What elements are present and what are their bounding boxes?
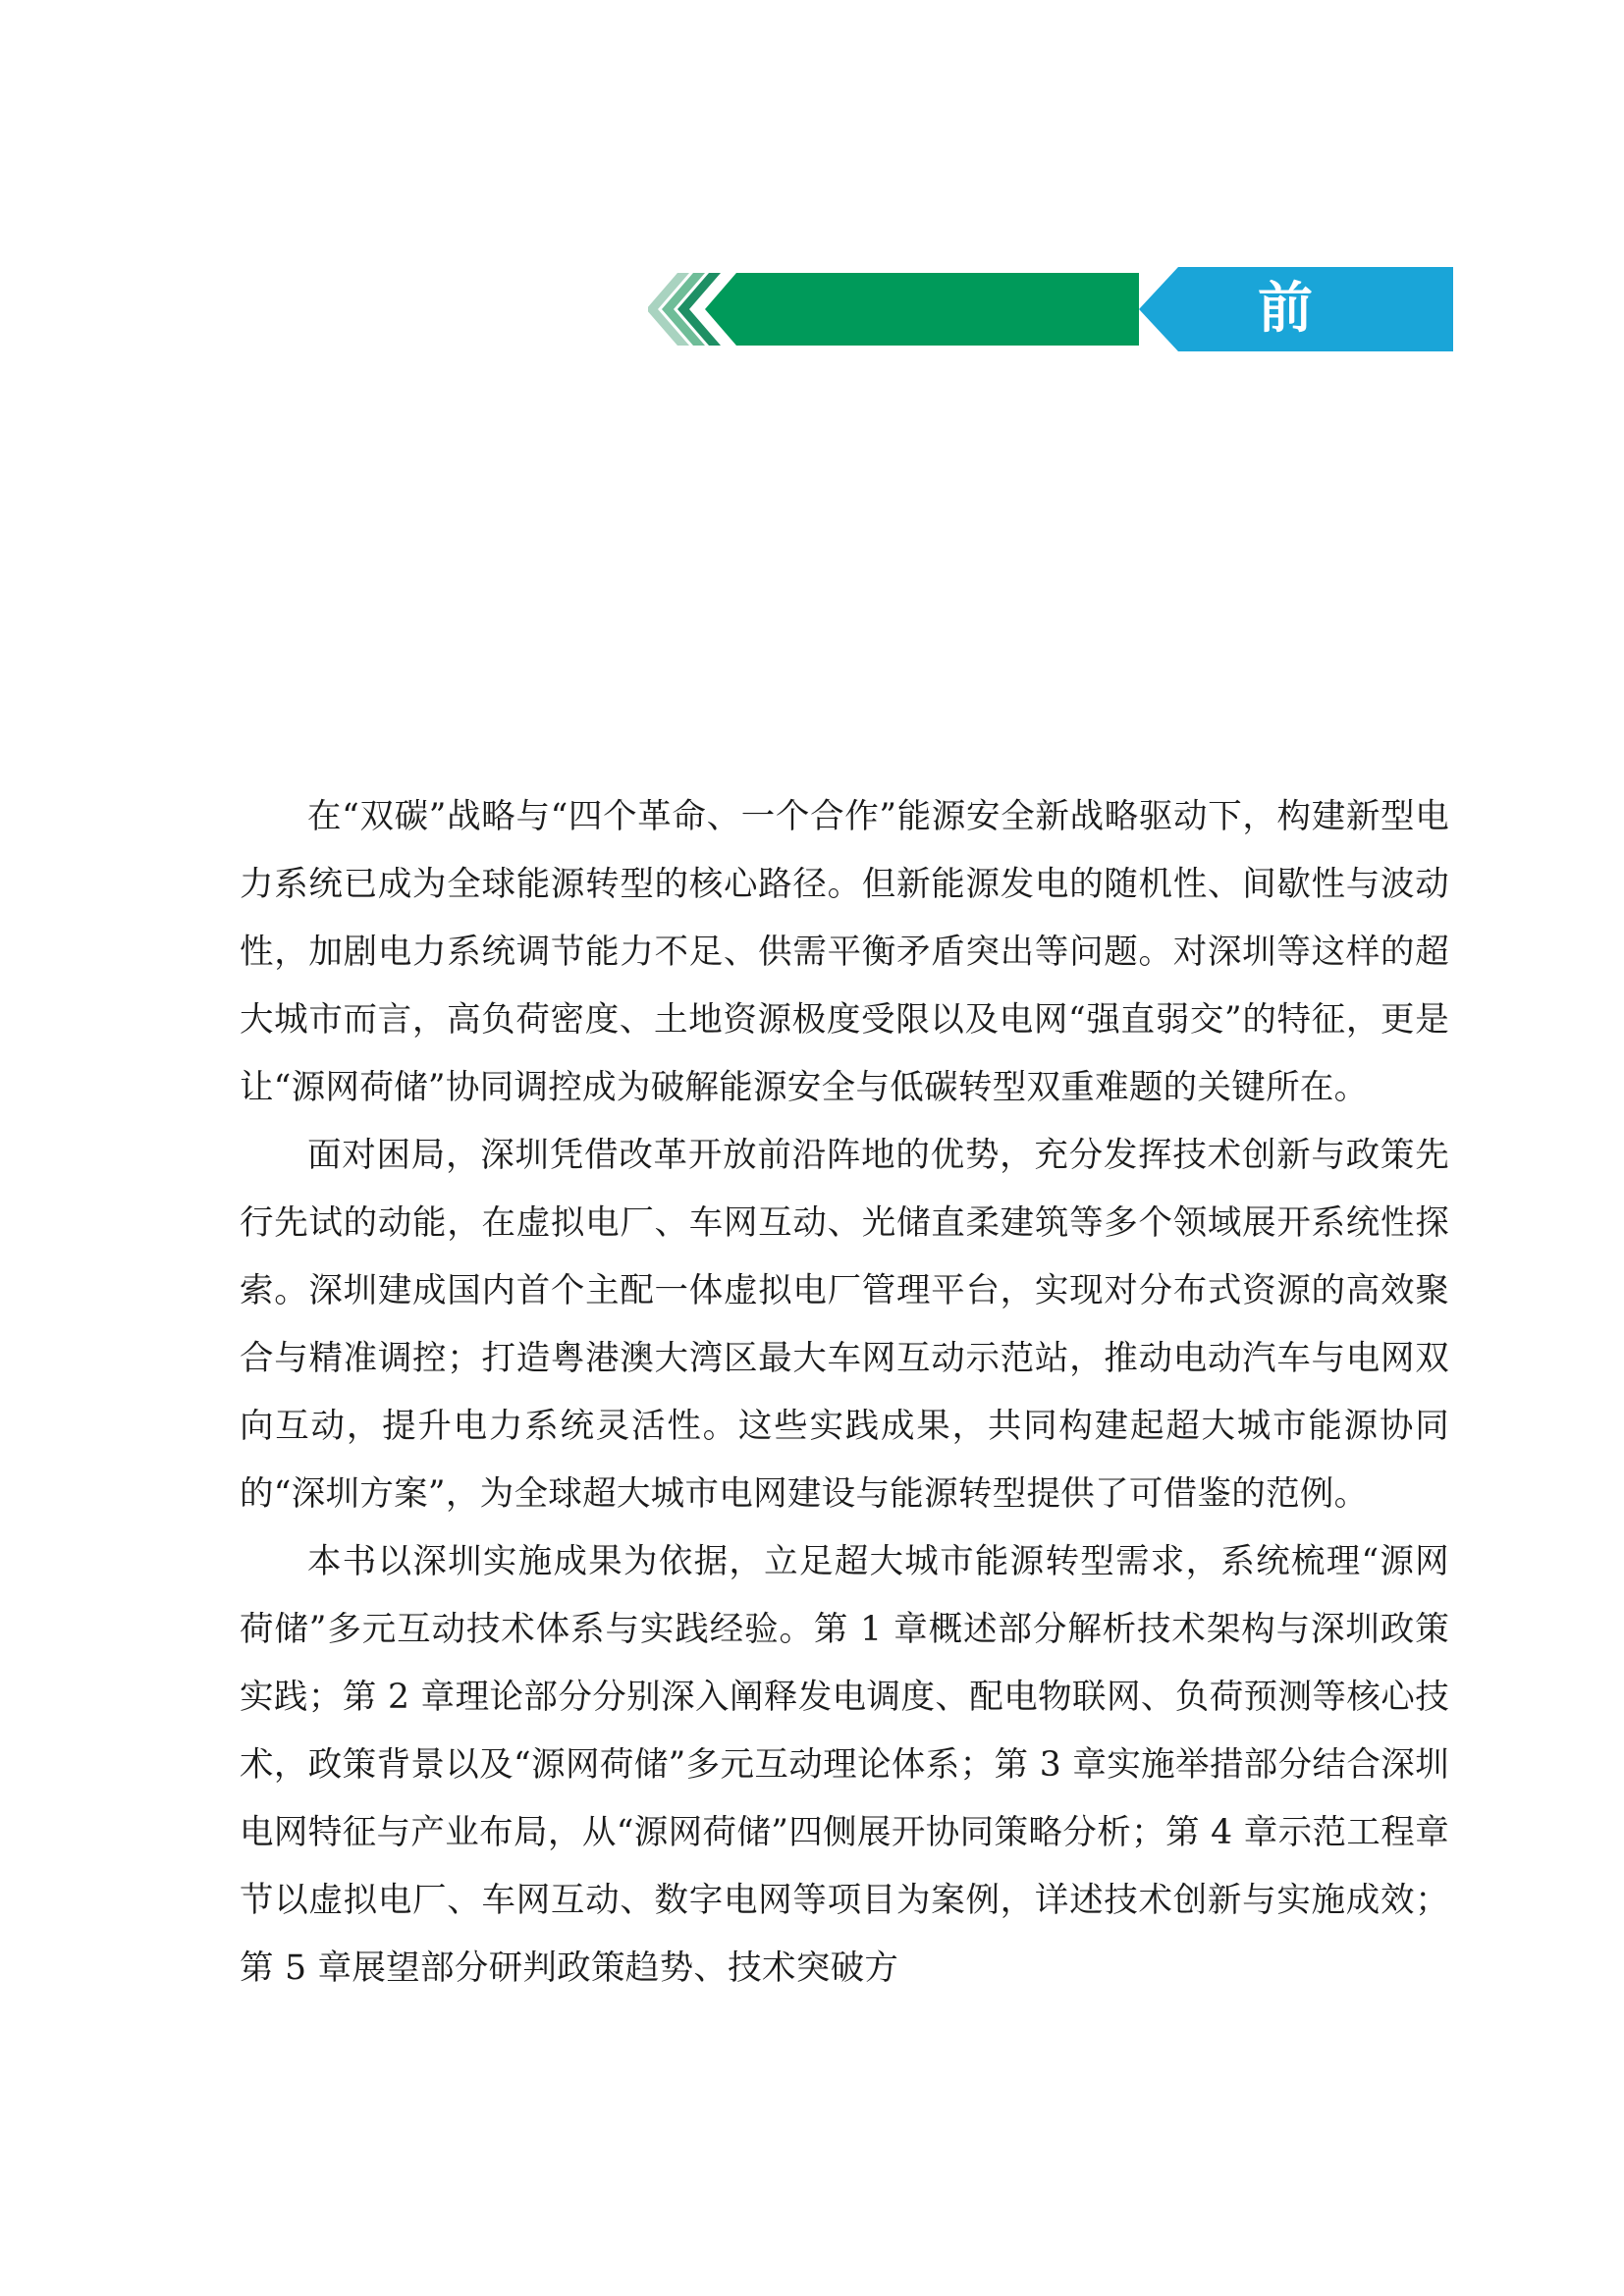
paragraph: 本书以深圳实施成果为依据，立足超大城市能源转型需求，系统梳理“源网荷储”多元互动技术体系与实践经验。第 1 章概述部分解析技术架构与深圳政策实践；第 2 章理论部分分别深入阐释发电调度、配电物联网、负荷预测等核心技术，政策背景以及“源网荷储”多元互动理论体系；第 3 章实施举措部分结合深圳电网特征与产业布局，从“源网荷储”四侧展开协同策略分析；第 4 章示范工程章节以虚拟电厂、车网互动、数字电网等项目为案例，详述技术创新与实施成效；第 5 章展望部分研判政策趋势、技术突破方 <box>240 1542 1449 1988</box>
paragraph: 面对困局，深圳凭借改革开放前沿阵地的优势，充分发挥技术创新与政策先行先试的动能，在虚拟电厂、车网互动、光储直柔建筑等多个领域展开系统性探索。深圳建成国内首个主配一体虚拟电厂管理平台，实现对分布式资源的高效聚合与精准调控；打造粤港澳大湾区最大车网互动示范站，推动电动汽车与电网双向互动，提升电力系统灵活性。这些实践成果，共同构建起超大城市能源协同的“深圳方案”，为全球超大城市电网建设与能源转型提供了可借鉴的范例。 <box>240 1136 1449 1514</box>
page-title: 前 言 <box>1258 277 1356 425</box>
paragraph: 在“双碳”战略与“四个革命、一个合作”能源安全新战略驱动下，构建新型电力系统已成为全球能源转型的核心路径。但新能源发电的随机性、间歇性与波动性，加剧电力系统调节能力不足、供需平衡矛盾突出等问题。对深圳等这样的超大城市而言，高负荷密度、土地资源极度受限以及电网“强直弱交”的特征，更是让“源网荷储”协同调控成为破解能源安全与低碳转型双重难题的关键所在。 <box>240 797 1449 1107</box>
preface-body <box>240 783 1449 2002</box>
green-bar <box>705 273 1139 346</box>
